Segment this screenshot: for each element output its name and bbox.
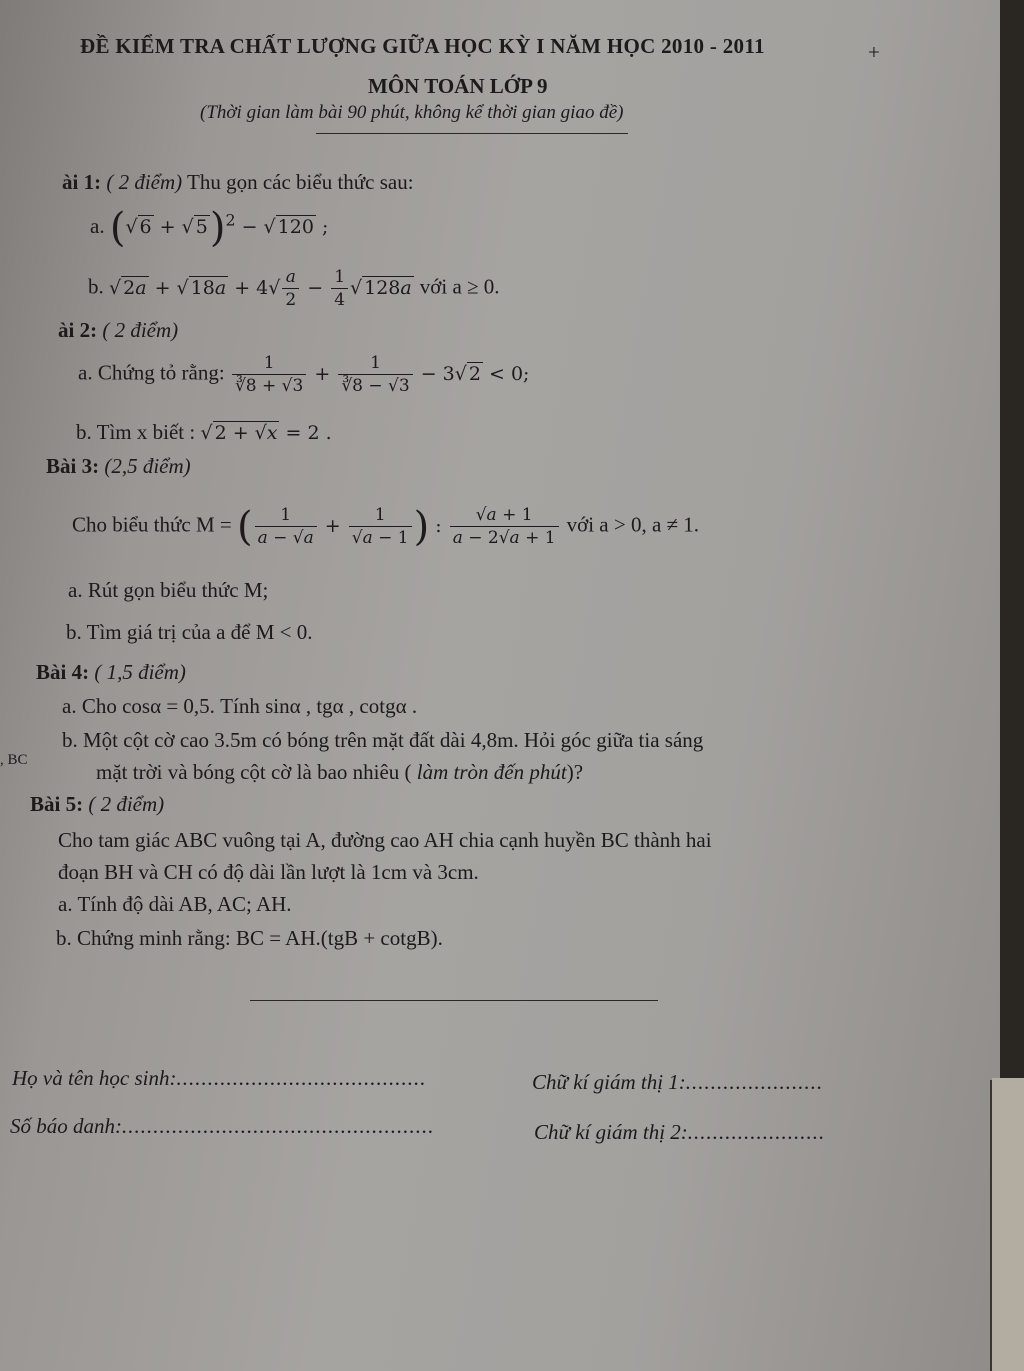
bai1-a-expression: (√ 6 + √ 5)$^2$ − √ 120 ; bbox=[109, 205, 329, 251]
bai2-b-text: Tìm x biết : bbox=[96, 420, 196, 444]
bai1-points: ( 2 điểm) bbox=[106, 170, 183, 194]
bai3-intro: Cho biểu thức M = bbox=[72, 512, 232, 537]
candidate-number-dots: .................................................. bbox=[122, 1114, 435, 1138]
bai2-b-expression: √ 2 + √x = 2 . bbox=[200, 422, 332, 444]
bai1-heading bbox=[62, 170, 414, 195]
bai2-label: ài 2: bbox=[58, 318, 98, 342]
bai5-heading bbox=[30, 792, 164, 817]
invigilator2-line bbox=[534, 1120, 825, 1145]
bai5-b bbox=[56, 926, 443, 951]
bai4-a bbox=[62, 694, 417, 719]
student-name-dots: ........................................ bbox=[176, 1066, 427, 1090]
bai3-heading bbox=[46, 454, 191, 479]
underlying-sheet bbox=[992, 1078, 1024, 1371]
bai3-condition: với a > 0, a ≠ 1. bbox=[566, 512, 700, 537]
bai4-heading bbox=[36, 660, 186, 685]
margin-note: , BC bbox=[0, 752, 28, 768]
bai3-label: Bài 3: bbox=[46, 454, 100, 478]
bai5-points: ( 2 điểm) bbox=[88, 792, 165, 816]
invigilator1-dots: ...................... bbox=[685, 1070, 824, 1094]
invigilator1-line bbox=[532, 1070, 823, 1095]
time-note: (Thời gian làm bài 90 phút, không kể thời gian giao đề) bbox=[200, 102, 624, 123]
bai3-b-label: b. bbox=[66, 620, 82, 644]
plus-mark: + bbox=[868, 40, 881, 64]
bai2-a-text: Chứng tỏ rằng: bbox=[97, 360, 225, 385]
bai4-b-label: b. bbox=[62, 728, 78, 752]
bai1-label: ài 1: bbox=[62, 170, 102, 194]
bai4-b-text1: Một cột cờ cao 3.5m có bóng trên mặt đất dài 4,8m. Hỏi góc giữa tia sáng bbox=[83, 728, 704, 752]
section-divider bbox=[250, 1000, 658, 1001]
bai3-points: (2,5 điểm) bbox=[104, 454, 191, 478]
bai4-b-line2 bbox=[96, 760, 583, 785]
bai1-b bbox=[88, 266, 500, 311]
bai5-intro1: Cho tam giác ABC vuông tại A, đường cao AH chia cạnh huyền BC thành hai bbox=[58, 828, 712, 852]
bai1-b-expression: √ 2a + √ 18a + 4√ $\frac{a}{2}$ − $\frac{1}{4}$ √ 128a bbox=[109, 267, 412, 310]
bai5-a-text: Tính độ dài AB, AC; AH. bbox=[77, 892, 292, 916]
bai3-expression: ( $\frac{1}{a - √a}$ + $\frac{1}{√a - 1}$ ) : $\frac{√a + 1}{a - 2√a + 1}$ bbox=[237, 515, 567, 537]
candidate-number-label: Số báo danh: bbox=[10, 1114, 122, 1138]
bai2-a-expression: $\frac{1}{∛8 + √3}$ + $\frac{1}{∛8 - √3}$ − 3√ 2 < 0; bbox=[230, 363, 530, 385]
student-name-label: Họ và tên học sinh: bbox=[12, 1066, 177, 1090]
bai4-b-end: )? bbox=[566, 760, 584, 784]
bai5-intro2: đoạn BH và CH có độ dài lần lượt là 1cm và 3cm. bbox=[58, 860, 479, 884]
bai4-b-italic: làm tròn đến phút bbox=[416, 760, 567, 784]
invigilator1-label: Chữ kí giám thị 1: bbox=[532, 1070, 686, 1094]
bai3-b bbox=[66, 620, 313, 645]
invigilator2-label: Chữ kí giám thị 2: bbox=[534, 1120, 688, 1144]
bai4-a-text: Cho cosα = 0,5. Tính sinα , tgα , cotgα . bbox=[81, 694, 418, 718]
bai2-a-label: a. bbox=[78, 360, 93, 385]
candidate-number-line bbox=[10, 1114, 435, 1139]
exam-subject: MÔN TOÁN LỚP 9 bbox=[368, 74, 548, 98]
bai3-b-text: Tìm giá trị của a để M < 0. bbox=[86, 620, 313, 644]
bai4-b bbox=[62, 728, 703, 753]
bai4-a-label: a. bbox=[62, 694, 77, 718]
bai2-b bbox=[76, 420, 332, 445]
bai5-a bbox=[58, 892, 292, 917]
exam-title: ĐỀ KIỂM TRA CHẤT LƯỢNG GIỮA HỌC KỲ I NĂM HỌC 2010 - 2011 bbox=[80, 34, 765, 58]
bai5-b-label: b. bbox=[56, 926, 72, 950]
bai2-a bbox=[78, 352, 529, 397]
bai2-b-label: b. bbox=[76, 420, 92, 444]
header-underline bbox=[316, 133, 628, 134]
bai4-label: Bài 4: bbox=[36, 660, 90, 684]
student-name-line bbox=[12, 1066, 426, 1091]
bai2-points: ( 2 điểm) bbox=[102, 318, 179, 342]
bai4-b-text2: mặt trời và bóng cột cờ là bao nhiêu ( bbox=[96, 760, 412, 784]
bai3-a-label: a. bbox=[68, 578, 83, 602]
bai4-points: ( 1,5 điểm) bbox=[94, 660, 186, 684]
bai5-label: Bài 5: bbox=[30, 792, 84, 816]
bai1-a bbox=[90, 205, 329, 251]
bai1-prompt: Thu gọn các biểu thức sau: bbox=[187, 170, 414, 194]
bai1-b-condition: với a ≥ 0. bbox=[419, 274, 500, 299]
bai1-a-label: a. bbox=[90, 214, 105, 238]
bai1-b-label: b. bbox=[88, 274, 104, 299]
bai5-b-text: Chứng minh rằng: BC = AH.(tgB + cotgB). bbox=[77, 926, 443, 950]
bai3-a bbox=[68, 578, 268, 603]
bai3-expression-line bbox=[72, 504, 699, 549]
bai2-heading bbox=[58, 318, 178, 343]
bai3-a-text: Rút gọn biểu thức M; bbox=[87, 578, 269, 602]
bai5-a-label: a. bbox=[58, 892, 73, 916]
invigilator2-dots: ...................... bbox=[687, 1120, 826, 1144]
